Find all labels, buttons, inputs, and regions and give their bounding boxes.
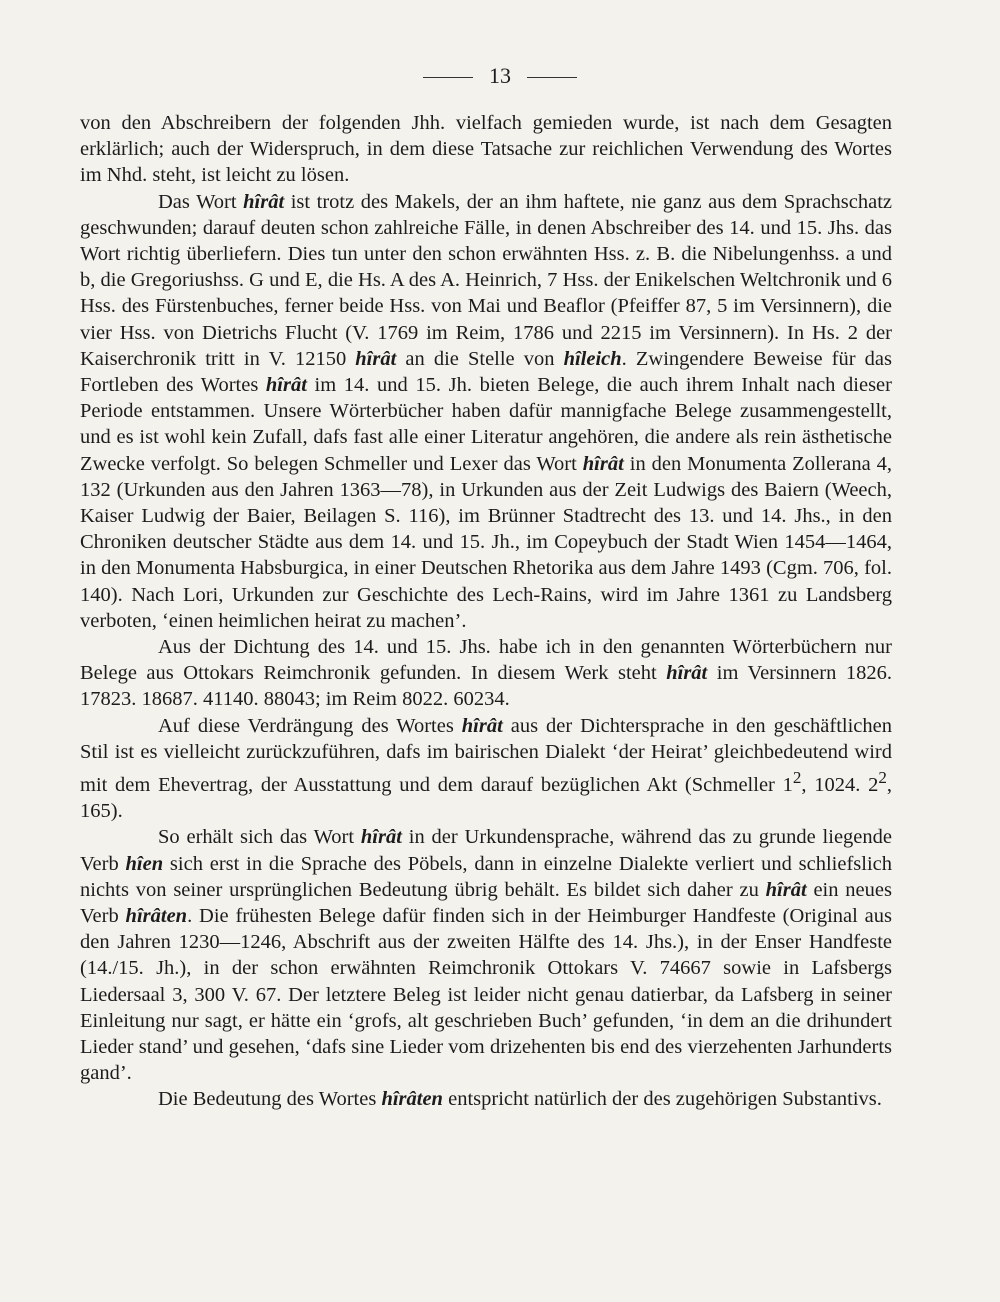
- body-text: [80, 110, 892, 1113]
- header-rule-left: [423, 77, 473, 78]
- paragraph: Die Bedeutung des Wortes hîrâten entspricht natürlich der des zugehörigen Substantivs.: [158, 1088, 882, 1111]
- header-rule-right: [527, 77, 577, 78]
- paragraph: von den Abschreibern der folgenden Jhh. vielfach gemieden wurde, ist nach dem Gesagten erklärlich; auch der Widerspruch, in dem diese Tatsache zur reichlichen Verwendung des Wortes im Nhd. steht, ist leicht zu lösen.: [80, 112, 892, 187]
- paragraph: Auf diese Verdrängung des Wortes hîrât aus der Dichtersprache in den geschäftlichen Stil ist es vielleicht zurückzuführen, dafs im bairischen Dialekt ‘der Heirat’ gleichbedeutend wird mit dem Ehevertrag, der Ausstattung und dem darauf bezüglichen Akt (Schmeller $1^2$, 1024. $2^2$, 165).: [80, 714, 893, 823]
- paragraph: Aus der Dichtung des 14. und 15. Jhs. habe ich in den genannten Wörterbüchern nur Belege aus Ottokars Reimchronik gefunden. In diesem Werk steht hîrât im Versinnern 1826. 17823. 18687. 41140. 88043; im Reim 8022. 60234.: [80, 636, 892, 711]
- paragraph: Das Wort hîrât ist trotz des Makels, der an ihm haftete, nie ganz aus dem Sprachschatz geschwunden; darauf deuten schon zahlreiche Fälle, in denen Abschreiber des 14. und 15. Jhs. das Wort richtig überliefern. Dies tun unter den schon erwähnten Hss. z. B. die Nibelungenhss. a und b, die Gregoriushss. G und E, die Hs. A des A. Heinrich, 7 Hss. der Enikelschen Weltchronik und 6 Hss. des Fürstenbuches, ferner beide Hss. von Mai und Beaflor (Pfeiffer 87, 5 im Versinnern), die vier Hss. von Dietrichs Flucht (V. 1769 im Reim, 1786 und 2215 im Versinnern). In Hs. 2 der Kaiserchronik tritt in V. 12150 hîrât an die Stelle von hîleich. Zwingendere Beweise für das Fortleben des Wortes hîrât im 14. und 15. Jh. bieten Belege, die auch ihrem Inhalt nach dieser Periode entstammen. Unsere Wörterbücher haben dafür mannigfache Belege zusammengestellt, und es ist wohl kein Zufall, dafs fast alle einer Literatur angehören, die andere als rein ästhetische Zwecke verfolgt. So belegen Schmeller und Lexer das Wort hîrât in den Monumenta Zollerana 4, 132 (Urkunden aus den Jahren 1363—78), in Urkunden aus der Zeit Ludwigs des Baiern (Weech, Kaiser Ludwig der Baier, Beilagen S. 116), im Brünner Stadtrecht des 13. und 14. Jhs., in den Chroniken deutscher Städte aus dem 14. und 15. Jh., im Copeybuch der Stadt Wien 1454—1464, in den Monumenta Habsburgica, in einer Deutschen Rhetorika aus dem Jahre 1493 (Cgm. 706, fol. 140). Nach Lori, Urkunden zur Geschichte des Lech-Rains, wird im Jahre 1361 zu Landsberg verboten, ‘einen heimlichen heirat zu machen’.: [80, 190, 892, 632]
- paragraph: So erhält sich das Wort hîrât in der Urkundensprache, während das zu grunde liegende Verb hîen sich erst in die Sprache des Pöbels, dann in einzelne Dialekte verliert und schliefslich nichts von seiner ursprünglichen Bedeutung übrig behält. Es bildet sich daher zu hîrât ein neues Verb hîrâten. Die frühesten Belege dafür finden sich in der Heimburger Handfeste (Original aus den Jahren 1230—1246, Abschrift aus der zweiten Hälfte des 14. Jhs.), in der Enser Handfeste (14./15. Jh.), in der schon erwähnten Reimchronik Ottokars V. 74667 sowie in Lafsbergs Liedersaal 3, 300 V. 67. Der letztere Beleg ist leider nicht genau datierbar, da Lafsberg in seiner Einleitung nur sagt, er hätte ein ‘grofs, alt geschrieben Buch’ gefunden, ‘in dem an die drihundert Lieder stand’ und gesehen, ‘dafs sine Lieder vom drizehenten bis end des vierzehenten Jarhunderts gand’.: [80, 826, 892, 1085]
- page-number: 13: [489, 63, 511, 88]
- page-header: [0, 62, 1000, 90]
